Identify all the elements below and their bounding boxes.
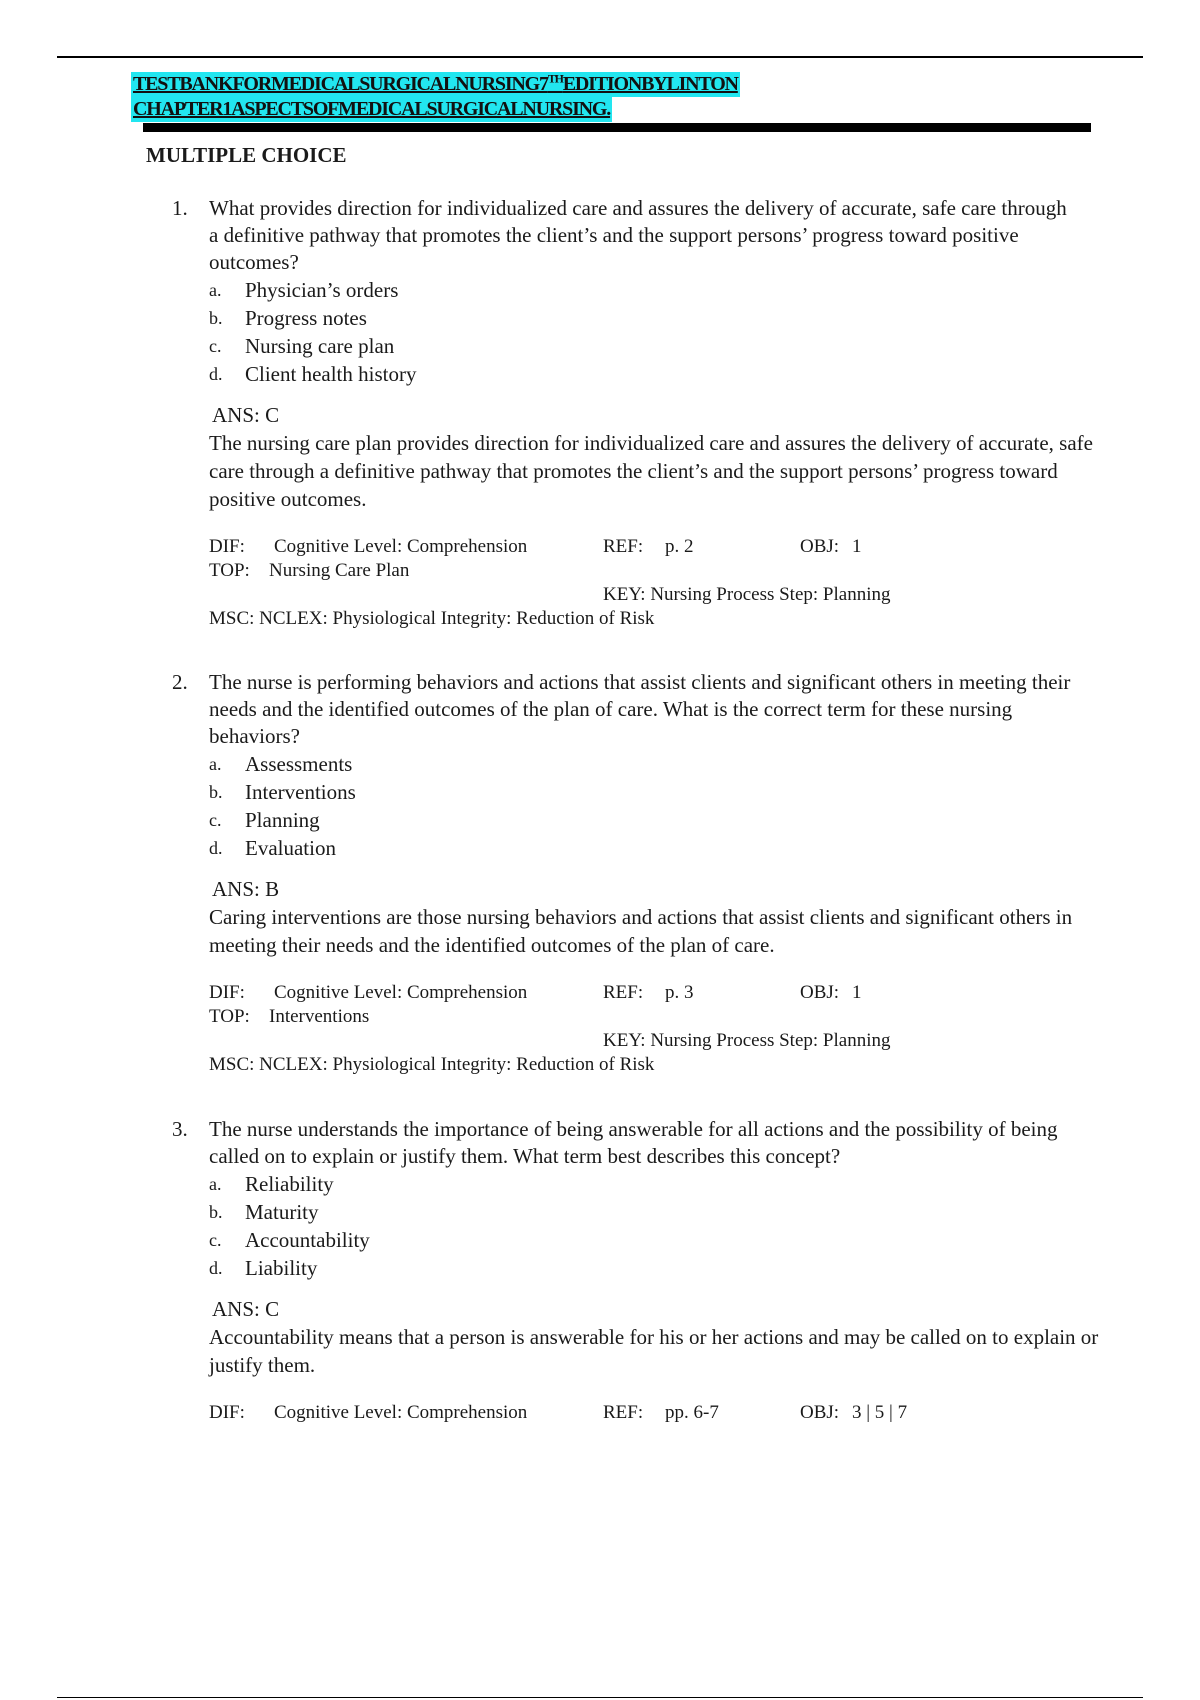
option-list [209, 276, 1132, 388]
top-rule [57, 56, 1143, 58]
question-text: The nurse is performing behaviors and actions that assist clients and significant others in meeting their needs and the identified outcomes of the plan of care. What is the correct term for these nursing behaviors? [209, 670, 1071, 748]
bottom-rule [57, 1697, 1143, 1698]
question-2 [172, 669, 1132, 1077]
question-metadata: DIF: Cognitive Level: Comprehension REF: p. 2 OBJ: 1 TOP: Nursing Care Plan KEY: Nursing Process Step: Planning MSC: NCLEX: Physiological Integrity: Reduction of Risk [209, 536, 891, 629]
option-d: d. Evaluation [209, 836, 336, 860]
question-number: 3. [172, 1117, 188, 1141]
question-number: 1. [172, 196, 188, 220]
option-list [209, 750, 1132, 862]
question-number: 2. [172, 670, 188, 694]
option-c: c. Planning [209, 808, 320, 832]
question-3 [172, 1116, 1132, 1425]
option-d: d. Client health history [209, 362, 417, 386]
rationale: The nursing care plan provides direction for individualized care and assures the delivery of accurate, safe care through a definitive pathway that promotes the client’s and the support persons’ progress toward positive outcomes. [209, 431, 1093, 511]
option-a: a. Physician’s orders [209, 278, 399, 302]
document-header [131, 72, 740, 122]
section-title: MULTIPLE CHOICE [146, 143, 347, 167]
answer-key: ANS: C [212, 403, 280, 427]
header-divider [143, 123, 1091, 132]
header-title-line1: TESTBANKFORMEDICALSURGICALNURSING7THEDITIONBYLINTON [133, 71, 738, 95]
option-list [209, 1170, 1132, 1282]
option-b: b. Interventions [209, 780, 356, 804]
rationale: Accountability means that a person is answerable for his or her actions and may be called on to explain or justify them. [209, 1325, 1099, 1377]
option-a: a. Assessments [209, 752, 353, 776]
option-c: c. Nursing care plan [209, 334, 395, 358]
question-metadata: DIF: Cognitive Level: Comprehension REF: p. 3 OBJ: 1 TOP: Interventions KEY: Nursing Process Step: Planning MSC: NCLEX: Physiological Integrity: Reduction of Risk [209, 982, 891, 1075]
rationale: Caring interventions are those nursing behaviors and actions that assist clients and significant others in meeting their needs and the identified outcomes of the plan of care. [209, 905, 1073, 957]
option-c: c. Accountability [209, 1228, 370, 1252]
option-d: d. Liability [209, 1256, 318, 1280]
question-metadata: DIF: Cognitive Level: Comprehension REF: pp. 6-7 OBJ: 3 | 5 | 7 [209, 1402, 908, 1423]
question-1 [172, 195, 1132, 631]
answer-key: ANS: C [212, 1297, 280, 1321]
answer-key: ANS: B [212, 877, 280, 901]
option-a: a. Reliability [209, 1172, 334, 1196]
header-title-line2: CHAPTER1ASPECTSOFMEDICALSURGICALNURSING. [133, 98, 611, 120]
question-text: The nurse understands the importance of being answerable for all actions and the possibility of being called on to explain or justify them. What term best describes this concept? [209, 1117, 1058, 1168]
option-b: b. Progress notes [209, 306, 367, 330]
question-text: What provides direction for individualized care and assures the delivery of accurate, safe care through a definitive pathway that promotes the client’s and the support persons’ progress toward positive outcomes? [209, 196, 1067, 274]
option-b: b. Maturity [209, 1200, 319, 1224]
